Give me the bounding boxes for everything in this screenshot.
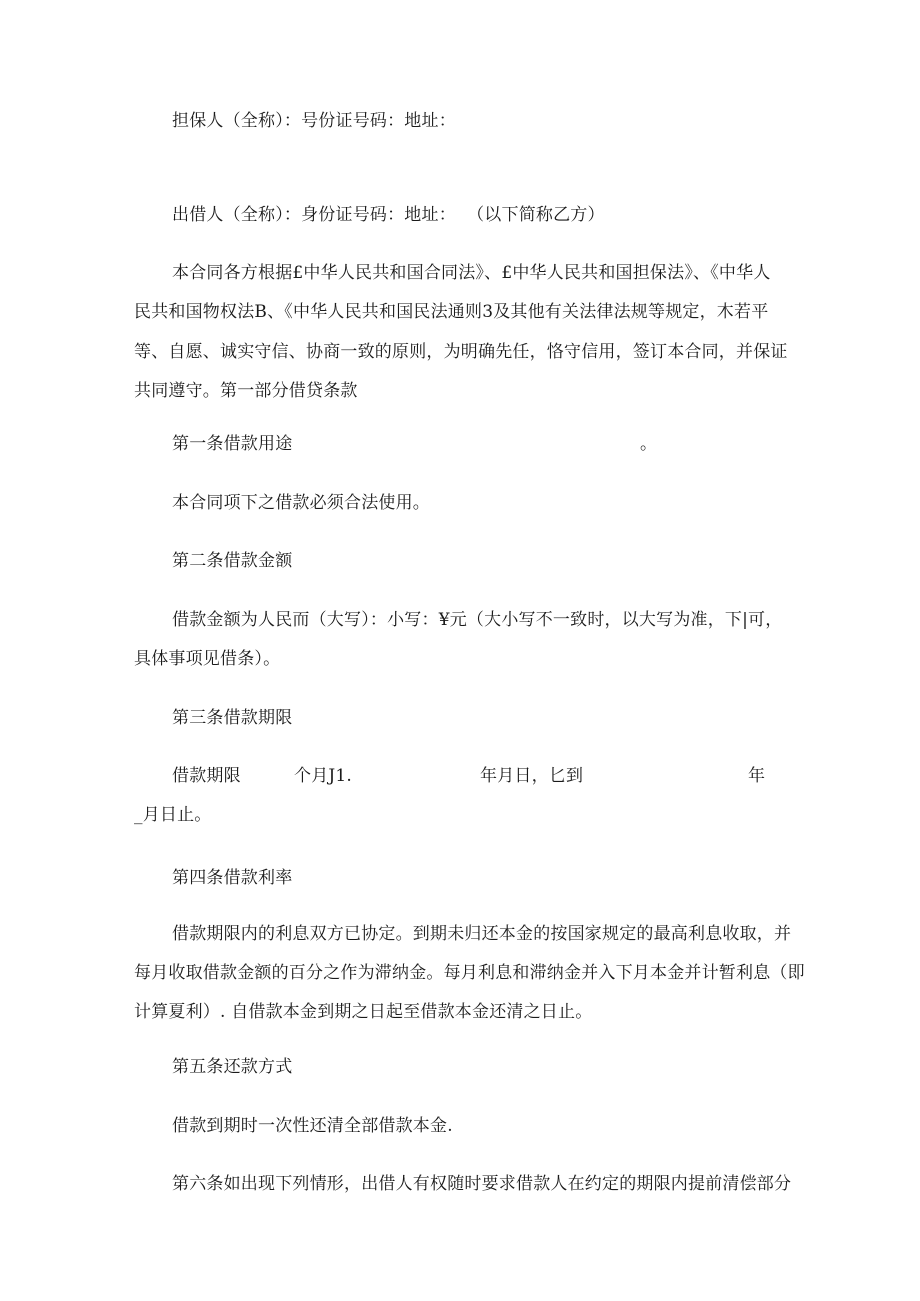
- article-3-heading: 第三条借款期限: [172, 708, 293, 728]
- article-1-text: 本合同项下之借款必须合法使用。: [172, 493, 430, 513]
- article-4-text-line-3: 计算夏利）. 自借款本金到期之日起至借款本金还清之日止。: [134, 1002, 593, 1022]
- preamble-line-1: 本合同各方根据£中华人民共和国合同法》、£中华人民共和国担保法》、《中华人: [172, 263, 771, 283]
- article-5-heading: 第五条还款方式: [172, 1057, 293, 1077]
- guarantor-line: 担保人（全称）：号份证号码：地址：: [172, 111, 456, 131]
- article-2-heading: 第二条借款金额: [172, 551, 293, 571]
- article-3-end-date: _月日止。: [134, 805, 212, 825]
- article-4-text-line-2: 每月收取借款金额的百分之作为滞纳金。每月利息和滞纳金并入下月本金并计暂利息（即: [134, 963, 805, 983]
- article-2-text-line-1: 借款金额为人民而（大写）：小写：¥元（大小写不一致时，以大写为准，下|可，: [172, 610, 783, 630]
- article-3-months: 个月J1.: [294, 766, 353, 786]
- preamble-line-2: 民共和国物权法B、《中华人民共和国民法通则3及其他有关法律法规等规定，木若平: [134, 302, 769, 322]
- lender-line: 出借人（全称）：身份证号码：地址： （以下简称乙方）: [172, 205, 605, 225]
- article-4-heading: 第四条借款利率: [172, 868, 293, 888]
- article-4-text-line-1: 借款期限内的利息双方已协定。到期未归还本金的按国家规定的最高利息收取，并: [172, 924, 792, 944]
- article-2-text-line-2: 具体事项见借条）。: [134, 649, 281, 669]
- article-5-text: 借款到期时一次性还清全部借款本金.: [172, 1116, 453, 1136]
- article-1-blank-period: 。: [640, 434, 658, 454]
- article-1-heading: 第一条借款用途: [172, 434, 293, 454]
- article-3-year: 年: [748, 766, 766, 786]
- preamble-line-4: 共同遵守。第一部分借贷条款: [134, 381, 358, 401]
- article-6-text-line-1: 第六条如出现下列情形，出借人有权随时要求借款人在约定的期限内提前清偿部分: [172, 1174, 792, 1194]
- preamble-line-3: 等、自愿、诚实守信、协商一致的原则，为明确先任，恪守信用，签订本合同，并保证: [134, 342, 788, 362]
- article-3-start-date: 年月日，匕到: [480, 766, 584, 786]
- article-3-term-label: 借款期限: [172, 766, 241, 786]
